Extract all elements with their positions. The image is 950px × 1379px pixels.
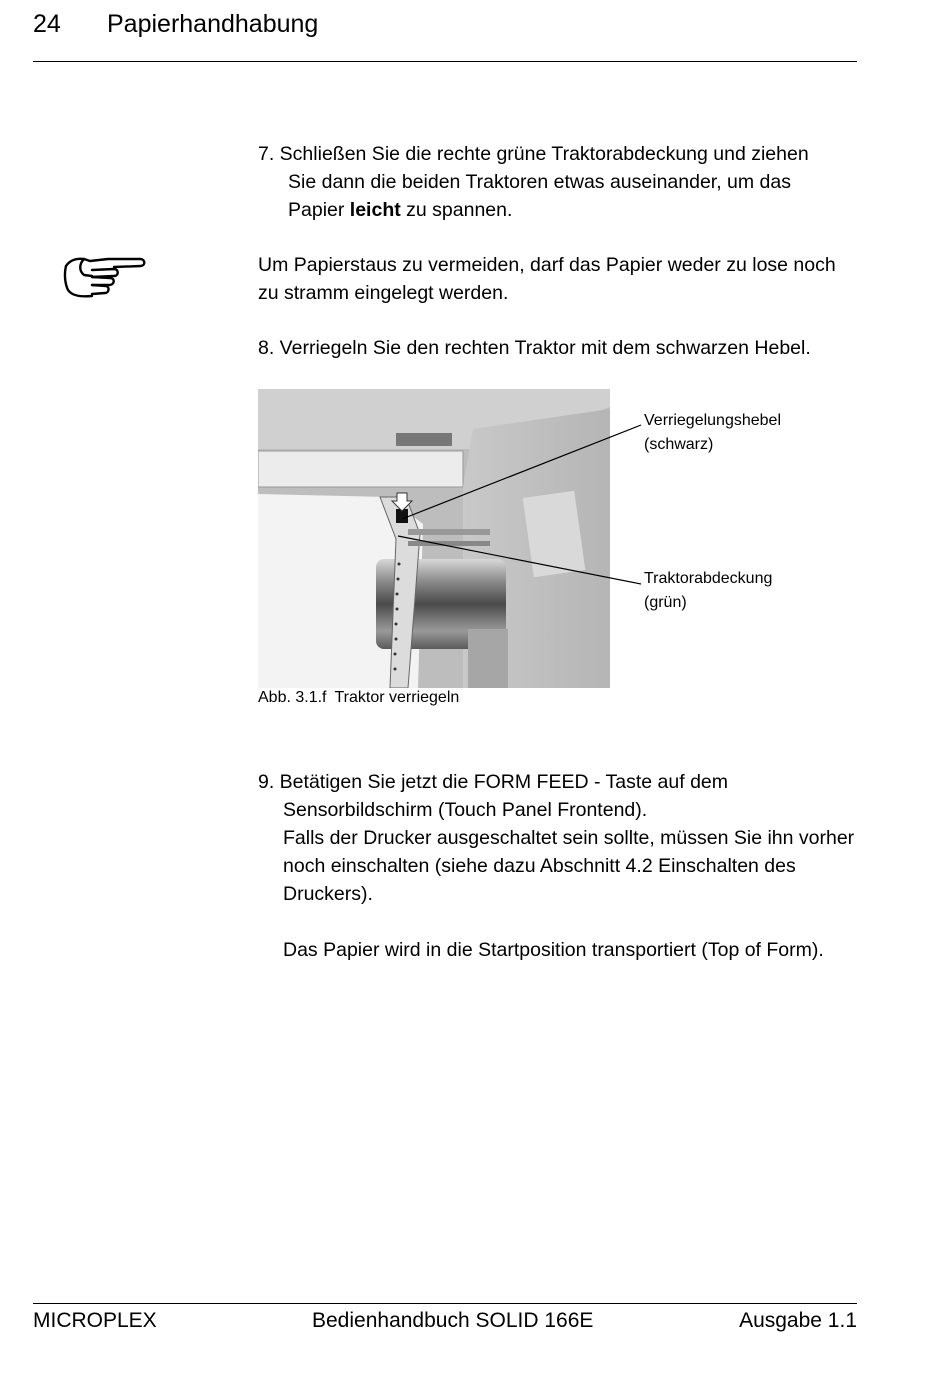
- footer-manual-title: Bedienhandbuch SOLID 166E: [312, 1309, 594, 1332]
- figure-label: Abb. 3.1.f: [258, 689, 327, 706]
- pointing-hand-icon: [62, 252, 148, 300]
- callout-line: (grün): [644, 594, 687, 611]
- step-7-line: 7. Schließen Sie die rechte grüne Traktorabdeckung und ziehen: [258, 143, 809, 165]
- upper-bar: [258, 451, 463, 487]
- callout-tractor-cover: [644, 567, 772, 615]
- tractor-photo: [258, 389, 610, 688]
- step-7-line: [258, 196, 809, 224]
- step-8: 8. Verriegeln Sie den rechten Traktor mit dem schwarzen Hebel.: [258, 337, 811, 359]
- footer-brand: MICROPLEX: [33, 1309, 157, 1332]
- step-9-line: Druckers).: [283, 883, 373, 905]
- callout-locking-lever: [644, 409, 781, 457]
- step-9-line: Sensorbildschirm (Touch Panel Frontend).: [283, 799, 648, 821]
- note-line: Um Papierstaus zu vermeiden, darf das Papier weder zu lose noch: [258, 254, 836, 276]
- step-7: [258, 140, 809, 224]
- note: [258, 251, 836, 307]
- step-9-line: Das Papier wird in die Startposition transportiert (Top of Form).: [283, 939, 824, 961]
- callout-line: Traktorabdeckung: [644, 570, 773, 587]
- callout-line: Verriegelungshebel: [644, 412, 781, 429]
- step-9-line: noch einschalten (siehe dazu Abschnitt 4.2 Einschalten des: [283, 855, 796, 877]
- step-9-line: Falls der Drucker ausgeschaltet sein sollte, müssen Sie ihn vorher: [283, 827, 855, 849]
- side-label: [523, 491, 586, 577]
- step-9: [258, 768, 854, 964]
- footer-edition: Ausgabe 1.1: [739, 1309, 857, 1332]
- emphasis-leicht: leicht: [349, 199, 401, 221]
- callout-line: (schwarz): [644, 436, 714, 453]
- step-7-line: Sie dann die beiden Traktoren etwas auseinander, um das: [288, 171, 792, 193]
- figure-title: Traktor verriegeln: [334, 689, 460, 706]
- spacer: [258, 908, 854, 936]
- header-divider: [33, 61, 857, 62]
- tractor-shaft: [408, 541, 490, 546]
- printer-slot: [396, 433, 452, 446]
- step-7-text: Papier: [288, 199, 350, 221]
- page-number: 24: [33, 10, 61, 38]
- chapter-title: Papierhandhabung: [107, 10, 319, 38]
- step-7-text: zu spannen.: [400, 199, 513, 221]
- frame-bottom: [468, 629, 508, 688]
- step-9-line: 9. Betätigen Sie jetzt die FORM FEED - Taste auf dem: [258, 771, 729, 793]
- note-line: zu stramm eingelegt werden.: [258, 282, 509, 304]
- footer-divider: [33, 1303, 857, 1304]
- figure-caption: [258, 689, 459, 707]
- tractor-shaft: [408, 529, 490, 535]
